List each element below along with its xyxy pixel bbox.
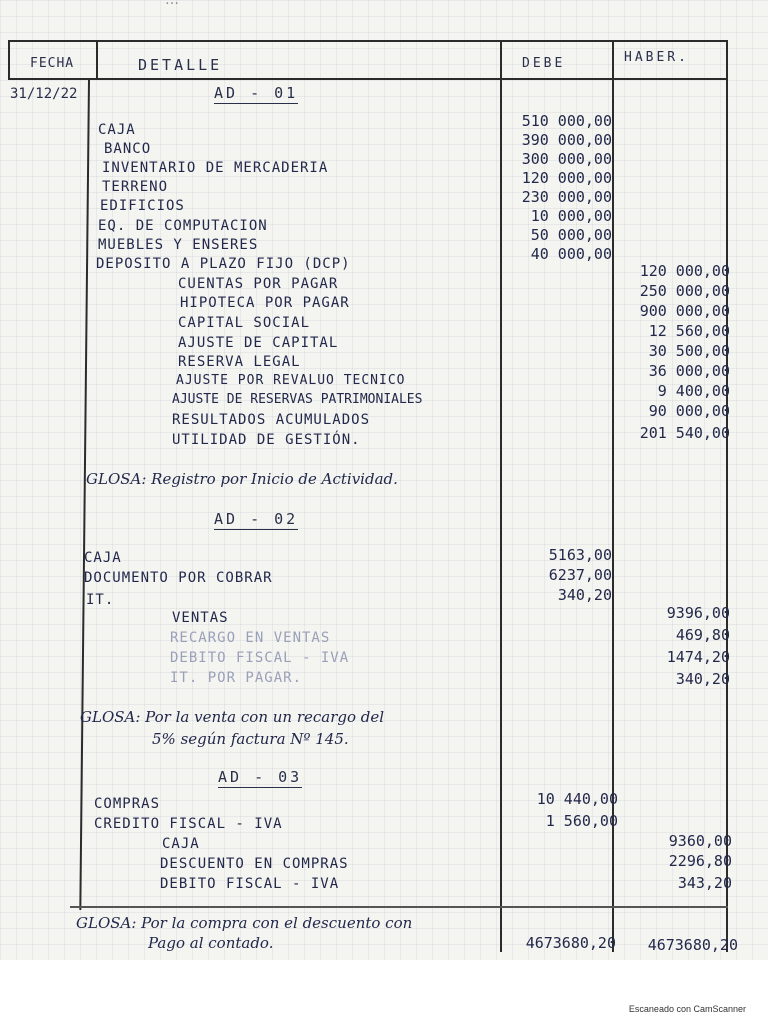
entry-title-ad02: AD - 02 xyxy=(214,510,299,528)
haber-amount: 120 000,00 xyxy=(639,262,730,280)
total-debe: 4673680,20 xyxy=(525,934,616,952)
account-ajuste-revaluo: AJUSTE POR REVALUO TECNICO xyxy=(176,373,406,388)
debe-amount: 120 000,00 xyxy=(521,169,612,187)
account-ajuste-reservas: AJUSTE DE RESERVAS PATRIMONIALES xyxy=(172,392,423,407)
account-compras: COMPRAS xyxy=(94,796,161,812)
glosa-ad01: GLOSA: Registro por Inicio de Actividad. xyxy=(86,470,398,488)
haber-amount: 12 560,00 xyxy=(648,322,730,340)
account-ajuste-capital: AJUSTE DE CAPITAL xyxy=(178,335,339,351)
account-caja: CAJA xyxy=(84,550,122,566)
account-reserva-legal: RESERVA LEGAL xyxy=(178,354,301,370)
account-ventas: VENTAS xyxy=(172,610,229,626)
account-caja: CAJA xyxy=(98,122,136,138)
total-haber: 4673680,20 xyxy=(647,936,738,954)
header-top-rule xyxy=(8,40,728,42)
debe-amount: 340,20 xyxy=(557,586,612,604)
debe-amount: 390 000,00 xyxy=(521,131,612,149)
haber-amount: 2296,80 xyxy=(668,852,732,870)
account-eq-computacion: EQ. DE COMPUTACION xyxy=(98,218,268,234)
account-muebles: MUEBLES Y ENSERES xyxy=(98,237,259,253)
account-utilidad: UTILIDAD DE GESTIÓN. xyxy=(172,432,361,448)
account-banco: BANCO xyxy=(104,141,152,157)
header-bottom-rule xyxy=(8,78,728,80)
account-inventario: INVENTARIO DE MERCADERIA xyxy=(102,160,329,176)
haber-amount: 90 000,00 xyxy=(648,402,730,420)
debe-amount: 510 000,00 xyxy=(521,112,612,130)
debe-column-divider xyxy=(500,40,502,952)
haber-amount: 9 400,00 xyxy=(657,382,730,400)
account-deposito: DEPOSITO A PLAZO FIJO (DCP) xyxy=(96,256,351,272)
haber-amount: 340,20 xyxy=(675,670,730,688)
debe-amount: 230 000,00 xyxy=(521,188,612,206)
account-terreno: TERRENO xyxy=(102,179,169,195)
detalle-header: DETALLE xyxy=(138,56,223,74)
entry-title-ad01: AD - 01 xyxy=(214,84,299,102)
debe-amount: 10 440,00 xyxy=(536,790,618,808)
haber-amount: 9396,00 xyxy=(666,604,730,622)
glosa-ad02-line1: GLOSA: Por la venta con un recargo del xyxy=(80,708,385,726)
account-it-por-pagar: IT. POR PAGAR. xyxy=(170,670,303,686)
debe-header: DEBE xyxy=(522,56,566,71)
right-border xyxy=(726,40,728,952)
debe-amount: 5163,00 xyxy=(548,546,612,564)
fecha-column-divider xyxy=(96,40,98,80)
totals-rule xyxy=(70,906,728,908)
scanner-watermark: Escaneado con CamScanner xyxy=(628,1004,746,1014)
haber-amount: 1474,20 xyxy=(666,648,730,666)
haber-amount: 469,80 xyxy=(675,626,730,644)
debe-amount: 300 000,00 xyxy=(521,150,612,168)
top-cut-text: … xyxy=(165,0,181,8)
account-caja: CAJA xyxy=(162,836,200,852)
haber-amount: 36 000,00 xyxy=(648,362,730,380)
haber-amount: 201 540,00 xyxy=(639,424,730,442)
debe-amount: 6237,00 xyxy=(548,566,612,584)
account-hipoteca: HIPOTECA POR PAGAR xyxy=(180,295,350,311)
entry-date: 31/12/22 xyxy=(10,86,78,102)
account-recargo-ventas: RECARGO EN VENTAS xyxy=(170,630,331,646)
glosa-ad03-line1: GLOSA: Por la compra con el descuento con xyxy=(76,914,413,932)
account-capital-social: CAPITAL SOCIAL xyxy=(178,315,311,331)
account-cuentas-por-pagar: CUENTAS POR PAGAR xyxy=(178,276,339,292)
date-column-line xyxy=(79,80,90,910)
left-border xyxy=(8,40,10,80)
debe-amount: 10 000,00 xyxy=(530,207,612,225)
haber-amount: 250 000,00 xyxy=(639,282,730,300)
haber-amount: 343,20 xyxy=(677,874,732,892)
haber-amount: 9360,00 xyxy=(668,832,732,850)
account-edificios: EDIFICIOS xyxy=(100,198,185,214)
account-debito-fiscal: DEBITO FISCAL - IVA xyxy=(170,650,350,666)
fecha-header: FECHA xyxy=(30,56,75,71)
scan-margin xyxy=(0,960,768,1024)
glosa-ad03-line2: Pago al contado. xyxy=(148,934,274,952)
account-it: IT. xyxy=(86,592,115,608)
debe-amount: 40 000,00 xyxy=(530,245,612,263)
account-resultados: RESULTADOS ACUMULADOS xyxy=(172,412,371,428)
entry-title-ad03: AD - 03 xyxy=(218,768,303,786)
haber-header: HABER. xyxy=(624,50,689,65)
account-credito-fiscal: CREDITO FISCAL - IVA xyxy=(94,816,283,832)
account-descuento-compras: DESCUENTO EN COMPRAS xyxy=(160,856,349,872)
haber-amount: 30 500,00 xyxy=(648,342,730,360)
debe-amount: 1 560,00 xyxy=(545,812,618,830)
haber-amount: 900 000,00 xyxy=(639,302,730,320)
glosa-ad02-line2: 5% según factura Nº 145. xyxy=(152,730,349,748)
account-documento-por-cobrar: DOCUMENTO POR COBRAR xyxy=(84,570,273,586)
account-debito-fiscal: DEBITO FISCAL - IVA xyxy=(160,876,340,892)
debe-amount: 50 000,00 xyxy=(530,226,612,244)
